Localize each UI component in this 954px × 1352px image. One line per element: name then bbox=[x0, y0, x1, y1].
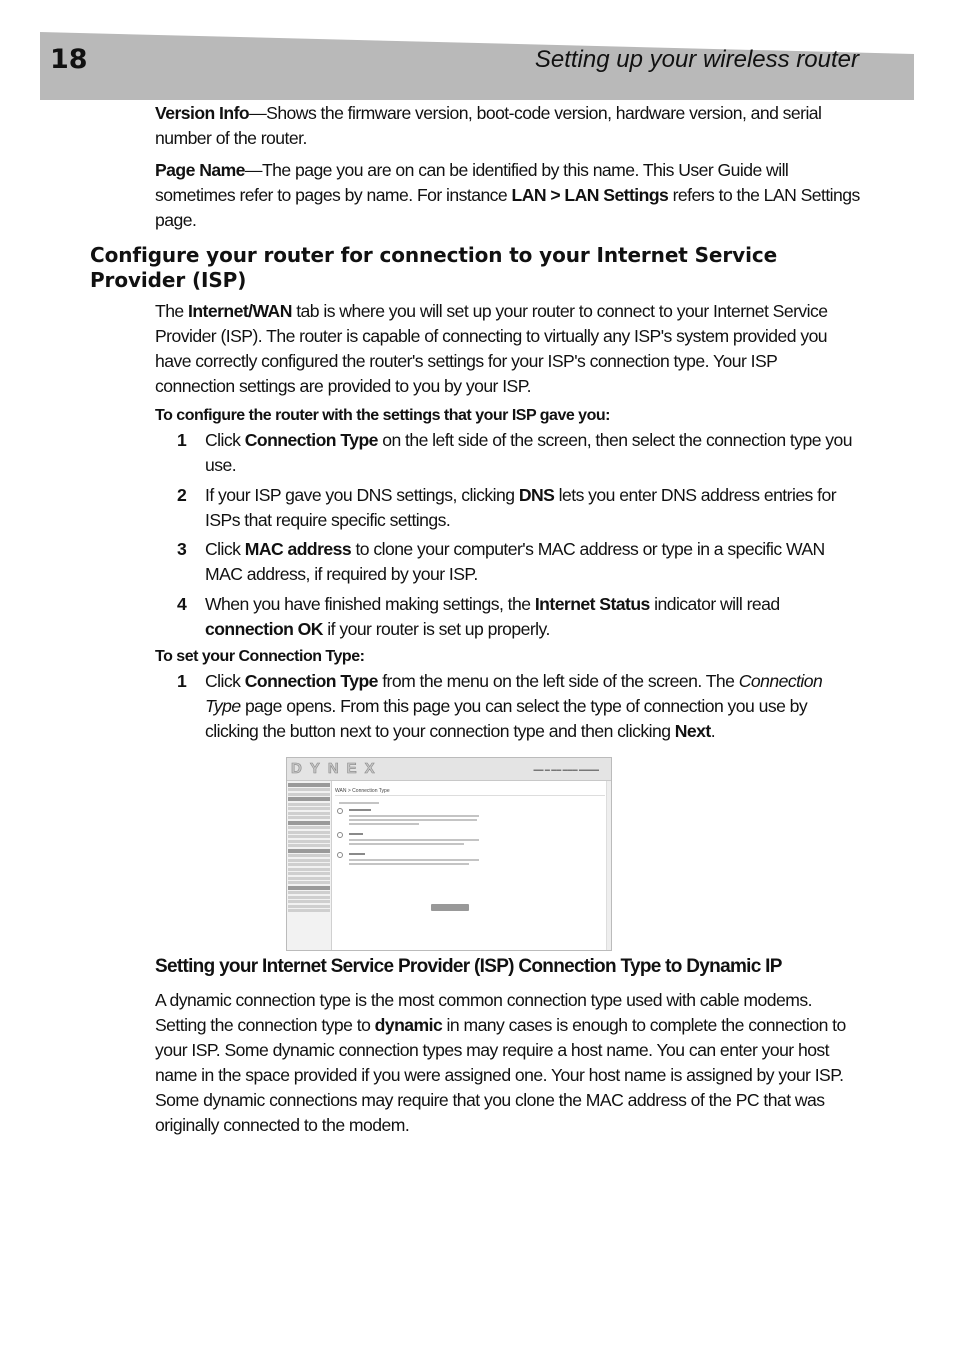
screenshot-sidebar bbox=[287, 781, 332, 951]
page-name-text-2: refers to the LAN Settings page. bbox=[155, 185, 860, 230]
step-text: Click Connection Type on the left side of the screen, then select the connection type you use. bbox=[205, 430, 853, 475]
dynamic-text-1: A dynamic connection type is the most common connection type used with cable modems. Setting the connection type to bbox=[155, 990, 812, 1035]
step-text: Click MAC address to clone your computer's MAC address or type in a specific WAN MAC address, if required by your ISP. bbox=[205, 539, 825, 584]
procedure-heading-connection-type: To set your Connection Type: bbox=[155, 648, 365, 665]
version-info-text: —Shows the firmware version, boot-code version, hardware version, and serial number of the router. bbox=[155, 103, 822, 148]
step-number: 4 bbox=[177, 594, 187, 614]
step-text: When you have finished making settings, the Internet Status indicator will read connection OK if your router is set up properly. bbox=[205, 594, 780, 639]
step-text: If your ISP gave you DNS settings, clicking DNS lets you enter DNS address entries for ISPs that require specific settings. bbox=[205, 485, 837, 530]
radio-icon bbox=[337, 808, 343, 814]
version-info-term: Version Info bbox=[155, 103, 250, 123]
version-info-paragraph bbox=[155, 101, 860, 151]
page-name-paragraph bbox=[155, 158, 860, 233]
connection-type-screenshot bbox=[286, 757, 612, 951]
page-name-term: Page Name bbox=[155, 160, 245, 180]
screenshot-header-links: ▬▬ ▬ ▬▬ ▬▬▬ ▬▬▬▬ bbox=[533, 767, 599, 773]
step-number: 3 bbox=[177, 539, 187, 559]
step-number: 1 bbox=[177, 671, 187, 691]
isp-paragraph bbox=[155, 299, 860, 399]
dynamic-bold: dynamic bbox=[374, 1015, 443, 1035]
radio-icon bbox=[337, 832, 343, 838]
isp-bold: Internet/WAN bbox=[188, 301, 292, 321]
section-heading-dynamic-ip: Setting your Internet Service Provider (ISP) Connection Type to Dynamic IP bbox=[155, 956, 782, 977]
page-number: 18 bbox=[50, 44, 88, 75]
isp-text-1: The bbox=[155, 301, 189, 321]
page-name-text-1: —The page you are on can be identified by this name. This User Guide will sometimes refer to pages by name. For instance bbox=[155, 160, 789, 205]
step-number: 2 bbox=[177, 485, 187, 505]
radio-icon bbox=[337, 852, 343, 858]
dynamic-paragraph bbox=[155, 988, 860, 1138]
screenshot-header bbox=[287, 758, 611, 781]
page-name-bold: LAN > LAN Settings bbox=[511, 185, 669, 205]
dynex-logo: DYNEX bbox=[291, 760, 383, 777]
step-text: Click Connection Type from the menu on the left side of the screen. The Connection Type page opens. From this page you can select the type of connection you use by clicking the button next to your connection type and then clicking Next. bbox=[205, 671, 823, 741]
step-number: 1 bbox=[177, 430, 187, 450]
section-heading-isp: Configure your router for connection to your Internet Service Provider (ISP) bbox=[90, 243, 778, 292]
screenshot-breadcrumb: WAN > Connection Type bbox=[335, 788, 390, 794]
screenshot-scrollbar bbox=[606, 781, 611, 951]
next-button bbox=[431, 904, 469, 911]
dynamic-text-2: in many cases is enough to complete the connection to your ISP. Some dynamic connection types may require a host name. You can enter your host name in the space provided if you were assigned one. Your host name is assigned by your ISP. Some dynamic connections may require that you clone the MAC address of the PC that was originally connected to the modem. bbox=[155, 1015, 846, 1135]
procedure-heading-configure: To configure the router with the settings that your ISP gave you: bbox=[155, 407, 610, 424]
isp-text-2: tab is where you will set up your router to connect to your Internet Service Provider (ISP). The router is capable of connecting to virtually any ISP's system provided you have correctly configured the router's settings for your ISP's connection type. Your ISP connection settings are provided to you by your ISP. bbox=[155, 301, 828, 396]
screenshot-main bbox=[335, 786, 597, 946]
running-title: Setting up your wireless router bbox=[534, 46, 859, 73]
